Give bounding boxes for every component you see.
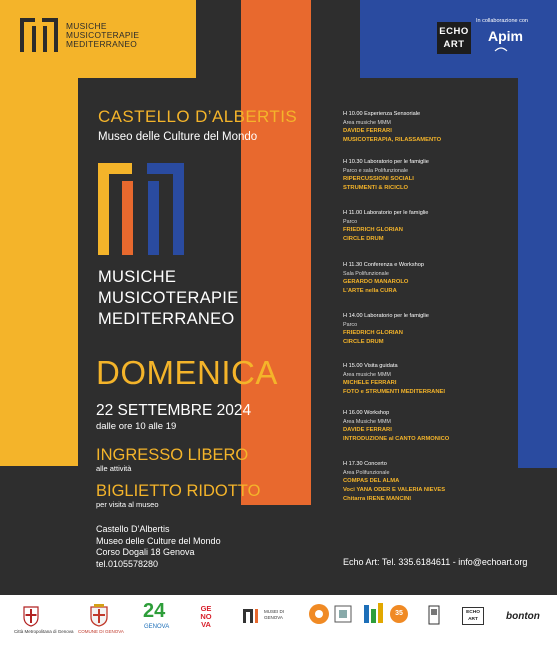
event-place: Parco e sala Polifunzionale <box>343 167 409 174</box>
event-place: Area Musiche MMM <box>343 418 391 425</box>
event-host: FRIEDRICH GLORIAN <box>343 330 403 336</box>
event-date: 22 SETTEMBRE 2024 <box>96 402 252 419</box>
festival-name <box>98 267 239 330</box>
event-time: H 11.00 Laboratorio per le famiglie <box>343 210 429 216</box>
sponsor-label: COMUNE DI GENOVA <box>78 629 124 634</box>
schedule-item <box>343 362 513 397</box>
schedule-item <box>343 409 513 444</box>
blue-side-band <box>518 78 557 468</box>
address-line-1: Castello D’Albertis <box>96 524 170 534</box>
logo-line-2: MUSICOTERAPIE <box>66 30 140 40</box>
small-crest-icon <box>428 605 440 625</box>
bonton-logo: bonton <box>506 611 540 622</box>
orange-column <box>241 0 311 505</box>
event-topic-extra: Chitarra IRENE MANCINI <box>343 496 411 502</box>
venue-title: CASTELLO D’ALBERTIS <box>98 107 298 126</box>
metro-crest-icon <box>22 605 40 627</box>
sponsor-strip <box>0 595 557 650</box>
address-line-3: Corso Dogali 18 Genova <box>96 547 195 557</box>
festival-big-logo-icon <box>98 163 184 255</box>
event-host: COMPAS DEL ALMA <box>343 478 400 484</box>
event-topic: CIRCLE DRUM <box>343 339 384 345</box>
event-time: H 11.30 Conferenza e Workshop <box>343 262 424 268</box>
address-line-2: Museo delle Culture del Mondo <box>96 535 221 546</box>
event-host: DAVIDE FERRARI <box>343 427 392 433</box>
event-host: DAVIDE FERRARI <box>343 128 392 134</box>
genova-24-logo: 24 <box>143 600 166 622</box>
anniversary-badge: 35 <box>390 605 408 623</box>
event-topic: MUSICOTERAPIA, RILASSAMENTO <box>343 137 442 143</box>
event-topic: CIRCLE DRUM <box>343 236 384 242</box>
event-host: FRIEDRICH GLORIAN <box>343 227 403 233</box>
event-place: Sala Polifunzionale <box>343 270 389 277</box>
apim-logo: Apim <box>488 28 523 44</box>
venue-address <box>96 524 221 570</box>
echo-art-sponsor-logo: ECHO ART <box>462 607 484 625</box>
schedule-item <box>343 158 513 193</box>
schedule-item <box>343 460 513 504</box>
logo-line-1: MUSICHE <box>66 21 107 31</box>
event-topic: INTRODUZIONE al CANTO ARMONICO <box>343 436 450 442</box>
free-entry-title: INGRESSO LIBERO <box>96 446 249 464</box>
festival-line-2: MUSICOTERAPIE <box>98 289 239 307</box>
event-time: H 10.00 Esperienza Sensoriale <box>343 111 421 117</box>
free-entry-sub: alle attività <box>96 464 132 473</box>
yellow-side-band <box>0 78 78 466</box>
festival-line-3: MEDITERRANEO <box>98 310 235 328</box>
schedule-item <box>343 312 513 347</box>
sponsor-label: GENOVA <box>144 624 170 630</box>
venue-subtitle: Museo delle Culture del Mondo <box>98 131 258 143</box>
logo-text <box>66 22 139 49</box>
event-time: H 16.00 Workshop <box>343 410 390 416</box>
event-time: H 14.00 Laboratorio per le famiglie <box>343 313 429 319</box>
event-place: Area Polifunzionale <box>343 469 390 476</box>
reduced-ticket-sub: per visita al museo <box>96 500 159 509</box>
reduced-ticket-title: BIGLIETTO RIDOTTO <box>96 482 261 500</box>
sponsor-label: Città Metropolitana di Genova <box>14 629 74 634</box>
event-place: Parco <box>343 218 358 225</box>
event-time: H 10.30 Laboratorio per le famiglie <box>343 159 429 165</box>
colorful-logo-icon <box>362 601 386 627</box>
apim-mark-icon <box>494 45 508 53</box>
schedule-item <box>343 261 513 296</box>
event-place: Parco <box>343 321 358 328</box>
echo-art-line-1: ECHO <box>439 26 469 37</box>
event-place: Area musiche MMM <box>343 371 391 378</box>
collaboration-label: In collaborazione con <box>476 18 528 24</box>
echo-art-logo <box>437 22 471 54</box>
comune-crest-icon <box>88 603 110 627</box>
festival-line-1: MUSICHE <box>98 268 177 286</box>
event-time: H 17.30 Concerto <box>343 461 387 467</box>
logo-line-3: MEDITERRANEO <box>66 39 138 49</box>
event-place: Area musiche MMM <box>343 119 391 126</box>
musei-logo-icon <box>242 607 262 625</box>
sponsor-label: MUSEI DI GENOVA <box>264 609 285 620</box>
event-time: H 15.00 Visita guidata <box>343 363 398 369</box>
event-host: RIPERCUSSIONI SOCIALI <box>343 176 414 182</box>
flower-logo-icon <box>308 603 330 625</box>
schedule-item <box>343 110 513 145</box>
small-emblem-icon <box>334 605 352 623</box>
festival-logo-icon <box>20 18 60 52</box>
event-topic: STRUMENTI & RICICLO <box>343 185 409 191</box>
event-day: DOMENICA <box>96 354 278 391</box>
schedule-item <box>343 209 513 244</box>
address-phone: tel.0105578280 <box>96 558 159 569</box>
event-topic: L’ARTE nella CURA <box>343 288 397 294</box>
event-host: MICHELE FERRARI <box>343 380 397 386</box>
contact-line: Echo Art: Tel. 335.6184611 - info@echoart.org <box>343 557 528 567</box>
event-hours: dalle ore 10 alle 19 <box>96 421 177 432</box>
event-host: GERARDO MANAROLO <box>343 279 409 285</box>
event-topic: FOTO e STRUMENTI MEDITERRANEI <box>343 389 445 395</box>
ge-no-va-logo: GE NO VA <box>200 604 212 629</box>
event-topic: Voci YANA ODER E VALERIA NIEVES <box>343 487 446 493</box>
echo-art-line-2: ART <box>443 39 465 50</box>
